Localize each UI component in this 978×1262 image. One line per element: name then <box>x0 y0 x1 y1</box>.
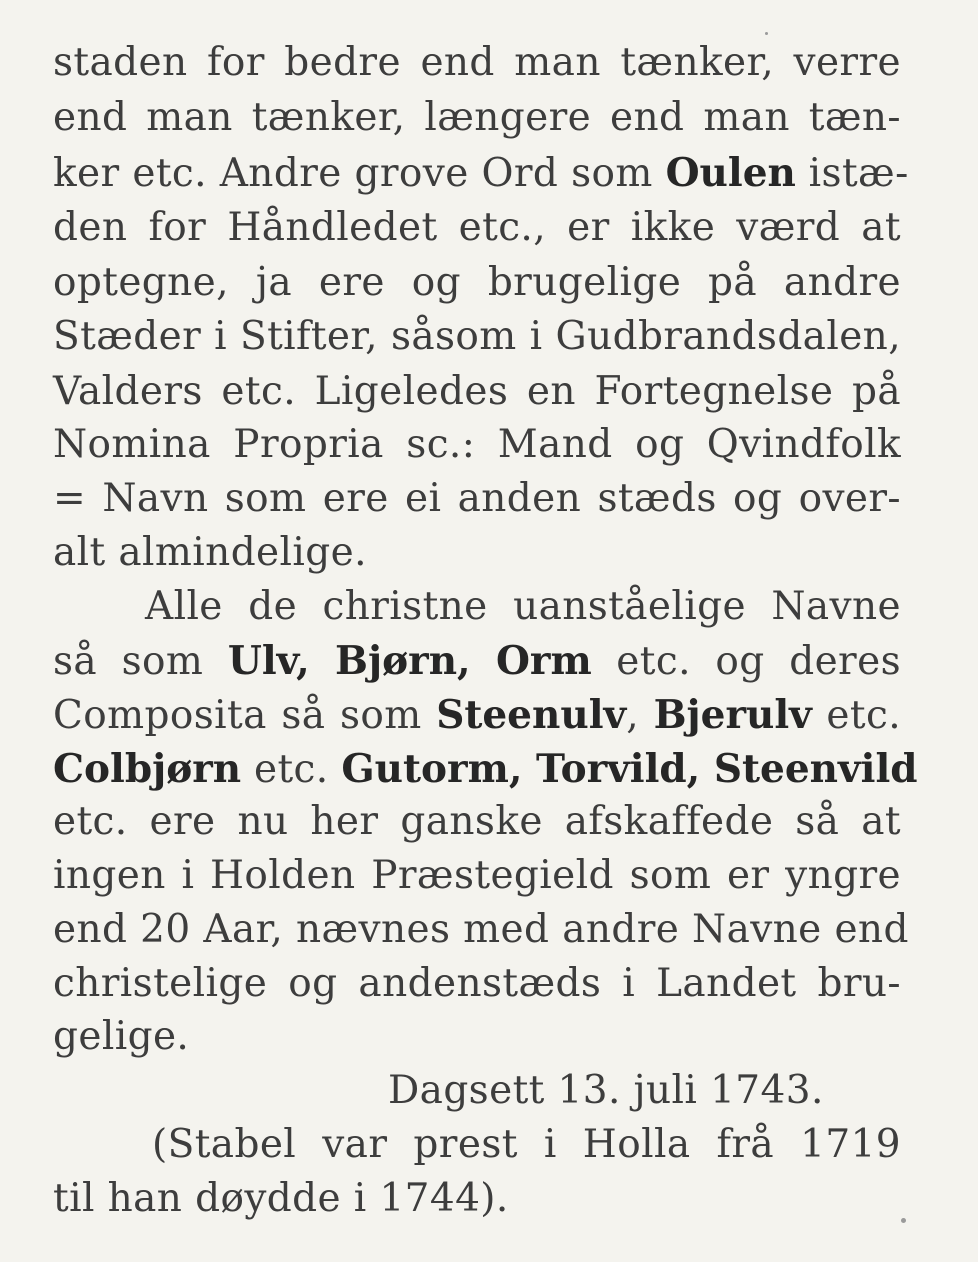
text-run: så som <box>53 639 228 684</box>
text-line: gelige. <box>53 1014 190 1059</box>
text-line: Valders etc. Ligeledes en Fortegnelse på <box>53 369 901 414</box>
text-line: etc. ere nu her ganske afskaffede så at <box>53 799 901 844</box>
note-line: (Stabel var prest i Holla frå 1719 <box>152 1122 901 1167</box>
bold-names: Ulv, Bjørn, Orm <box>227 638 592 684</box>
text-line: Stæder i Stifter, såsom i Gudbrandsdalen, <box>53 314 901 359</box>
text-line <box>53 146 909 200</box>
text-line: ingen i Holden Præstegield som er yngre <box>53 853 901 898</box>
text-run: etc. <box>811 693 901 738</box>
text-line: christelige og andenstæds i Landet bru- <box>53 961 901 1006</box>
bold-word-oulen: Oulen <box>665 150 796 196</box>
text-line: staden for bedre end man tænker, verre <box>53 40 901 85</box>
text-run: ker etc. Andre grove Ord som <box>53 151 666 196</box>
bold-word-colbjorn: Colbjørn <box>53 746 242 792</box>
text-line <box>53 634 901 688</box>
text-run: , <box>626 693 654 738</box>
bold-word-steenulv: Steenulv <box>436 692 627 738</box>
bold-word-bjerulv: Bjerulv <box>653 692 812 738</box>
text-run: etc. og deres <box>591 639 901 684</box>
text-line: optegne, ja ere og brugelige på andre <box>53 260 901 305</box>
text-line: end man tænker, længere end man tæn- <box>53 95 901 140</box>
text-line: Alle de christne uanståelige Navne <box>145 584 901 629</box>
text-line <box>53 688 901 742</box>
text-line: den for Håndledet etc., er ikke værd at <box>53 205 901 250</box>
note-line: til han døydde i 1744). <box>53 1176 509 1221</box>
text-line: alt almindelige. <box>53 530 367 575</box>
text-line <box>53 742 918 796</box>
text-run: Composita så som <box>53 693 437 738</box>
text-line: Nomina Propria sc.: Mand og Qvindfolk <box>53 422 901 467</box>
text-line: end 20 Aar, nævnes med andre Navne end <box>53 907 909 952</box>
bold-names: Gutorm, Torvild, Steenvild <box>341 746 918 792</box>
text-line: = Navn som ere ei anden stæds og over- <box>53 476 901 521</box>
text-run: etc. <box>241 747 342 792</box>
paper-speck <box>765 32 768 35</box>
dateline: Dagsett 13. juli 1743. <box>388 1068 824 1113</box>
text-run: istæ- <box>795 151 909 196</box>
paper-speck <box>901 1218 906 1223</box>
